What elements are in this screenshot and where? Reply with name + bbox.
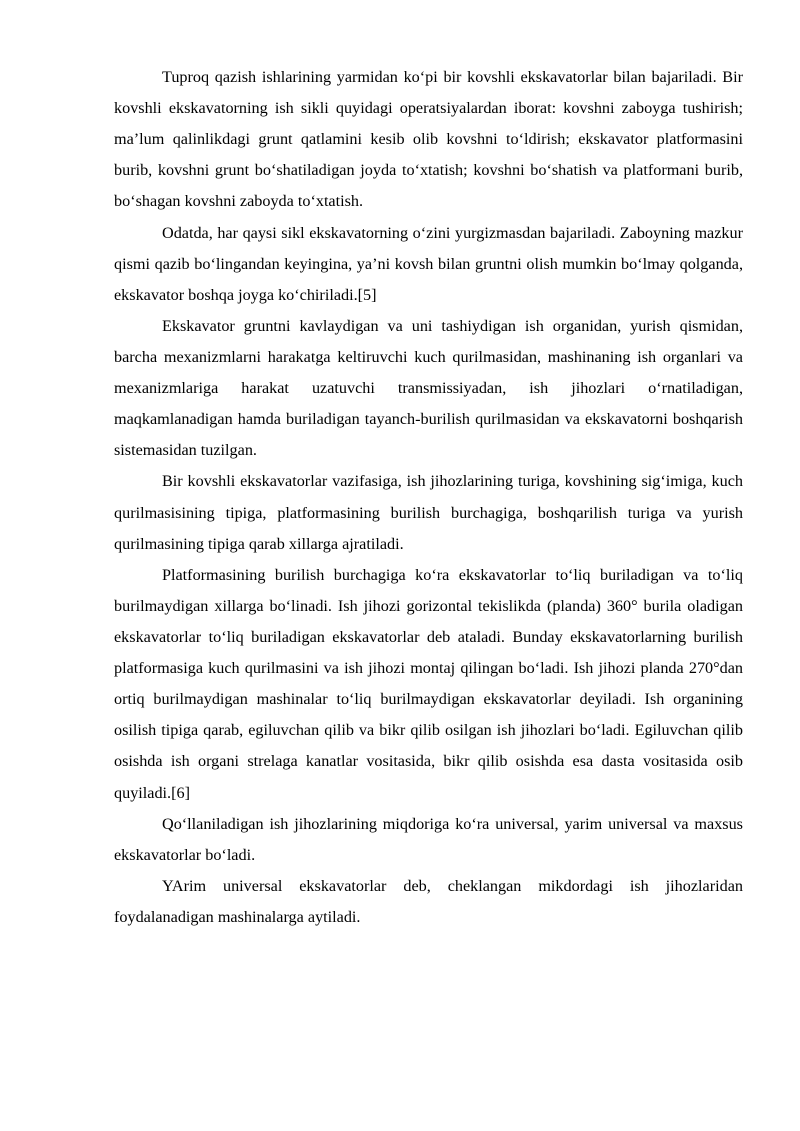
paragraph: Odatda, har qaysi sikl ekskavatorning o‘zini yurgizmasdan bajariladi. Zaboyning mazkur qismi qazib bo‘lingandan keyingina, ya’ni kovsh bilan gruntni olish mumkin bo‘lmay qolganda, ekskavator boshqa joyga ko‘chiriladi.[5] (114, 223, 743, 304)
paragraph: Ekskavator gruntni kavlaydigan va uni tashiydigan ish organidan, yurish qismidan, barcha mexanizmlarni harakatga keltiruvchi kuch qurilmasidan, mashinaning ish organlari va mexanizmlariga harakat uzatuvchi transmissiyadan, ish jihozlari o‘rnatiladigan, maqkamlanadigan hamda buriladigan tayanch-burilish qurilmasidan va ekskavatorni boshqarish sistemasidan tuzilgan. (114, 316, 743, 460)
document-body (114, 62, 743, 933)
paragraph: YArim universal ekskavatorlar deb, cheklangan mikdordagi ish jihozlaridan foydalanadigan mashinalarga aytiladi. (114, 876, 743, 926)
paragraph: Platformasining burilish burchagiga ko‘ra ekskavatorlar to‘liq buriladigan va to‘liq burilmaydigan xillarga bo‘linadi. Ish jihozi gorizontal tekislikda (planda) 360° burila oladigan ekskavatorlar to‘liq buriladigan ekskavatorlar deb ataladi. Bunday ekskavatorlarning burilish platformasiga kuch qurilmasini va ish jihozi montaj qilingan bo‘ladi. Ish jihozi planda 270°dan ortiq burilmaydigan mashinalar to‘liq burilmaydigan ekskavatorlar deyiladi. Ish organining osilish tipiga qarab, egiluvchan qilib va bikr qilib osilgan ish jihozlari bo‘ladi. Egiluvchan qilib osishda ish organi strelaga kanatlar vositasida, bikr qilib osishda esa dasta vositasida osib quyiladi.[6] (114, 565, 743, 802)
paragraph: Tuproq qazish ishlarining yarmidan ko‘pi bir kovshli ekskavatorlar bilan bajariladi. Bir kovshli ekskavatorning ish sikli quyidagi operatsiyalardan iborat: kovshni zaboyga tushirish; ma’lum qalinlikdagi grunt qatlamini kesib olib kovshni to‘ldirish; ekskavator platformasini burib, kovshni grunt bo‘shatiladigan joyda to‘xtatish; kovshni bo‘shatish va platformani burib, bo‘shagan kovshni zaboyda to‘xtatish. (114, 68, 743, 211)
paragraph: Bir kovshli ekskavatorlar vazifasiga, ish jihozlarining turiga, kovshining sig‘imiga, kuch qurilmasisining tipiga, platformasining burilish burchagiga, boshqarilish turiga va yurish qurilmasining tipiga qarab xillarga ajratiladi. (114, 472, 743, 553)
paragraph: Qo‘llaniladigan ish jihozlarining miqdoriga ko‘ra universal, yarim universal va maxsus ekskavatorlar bo‘ladi. (114, 814, 743, 864)
